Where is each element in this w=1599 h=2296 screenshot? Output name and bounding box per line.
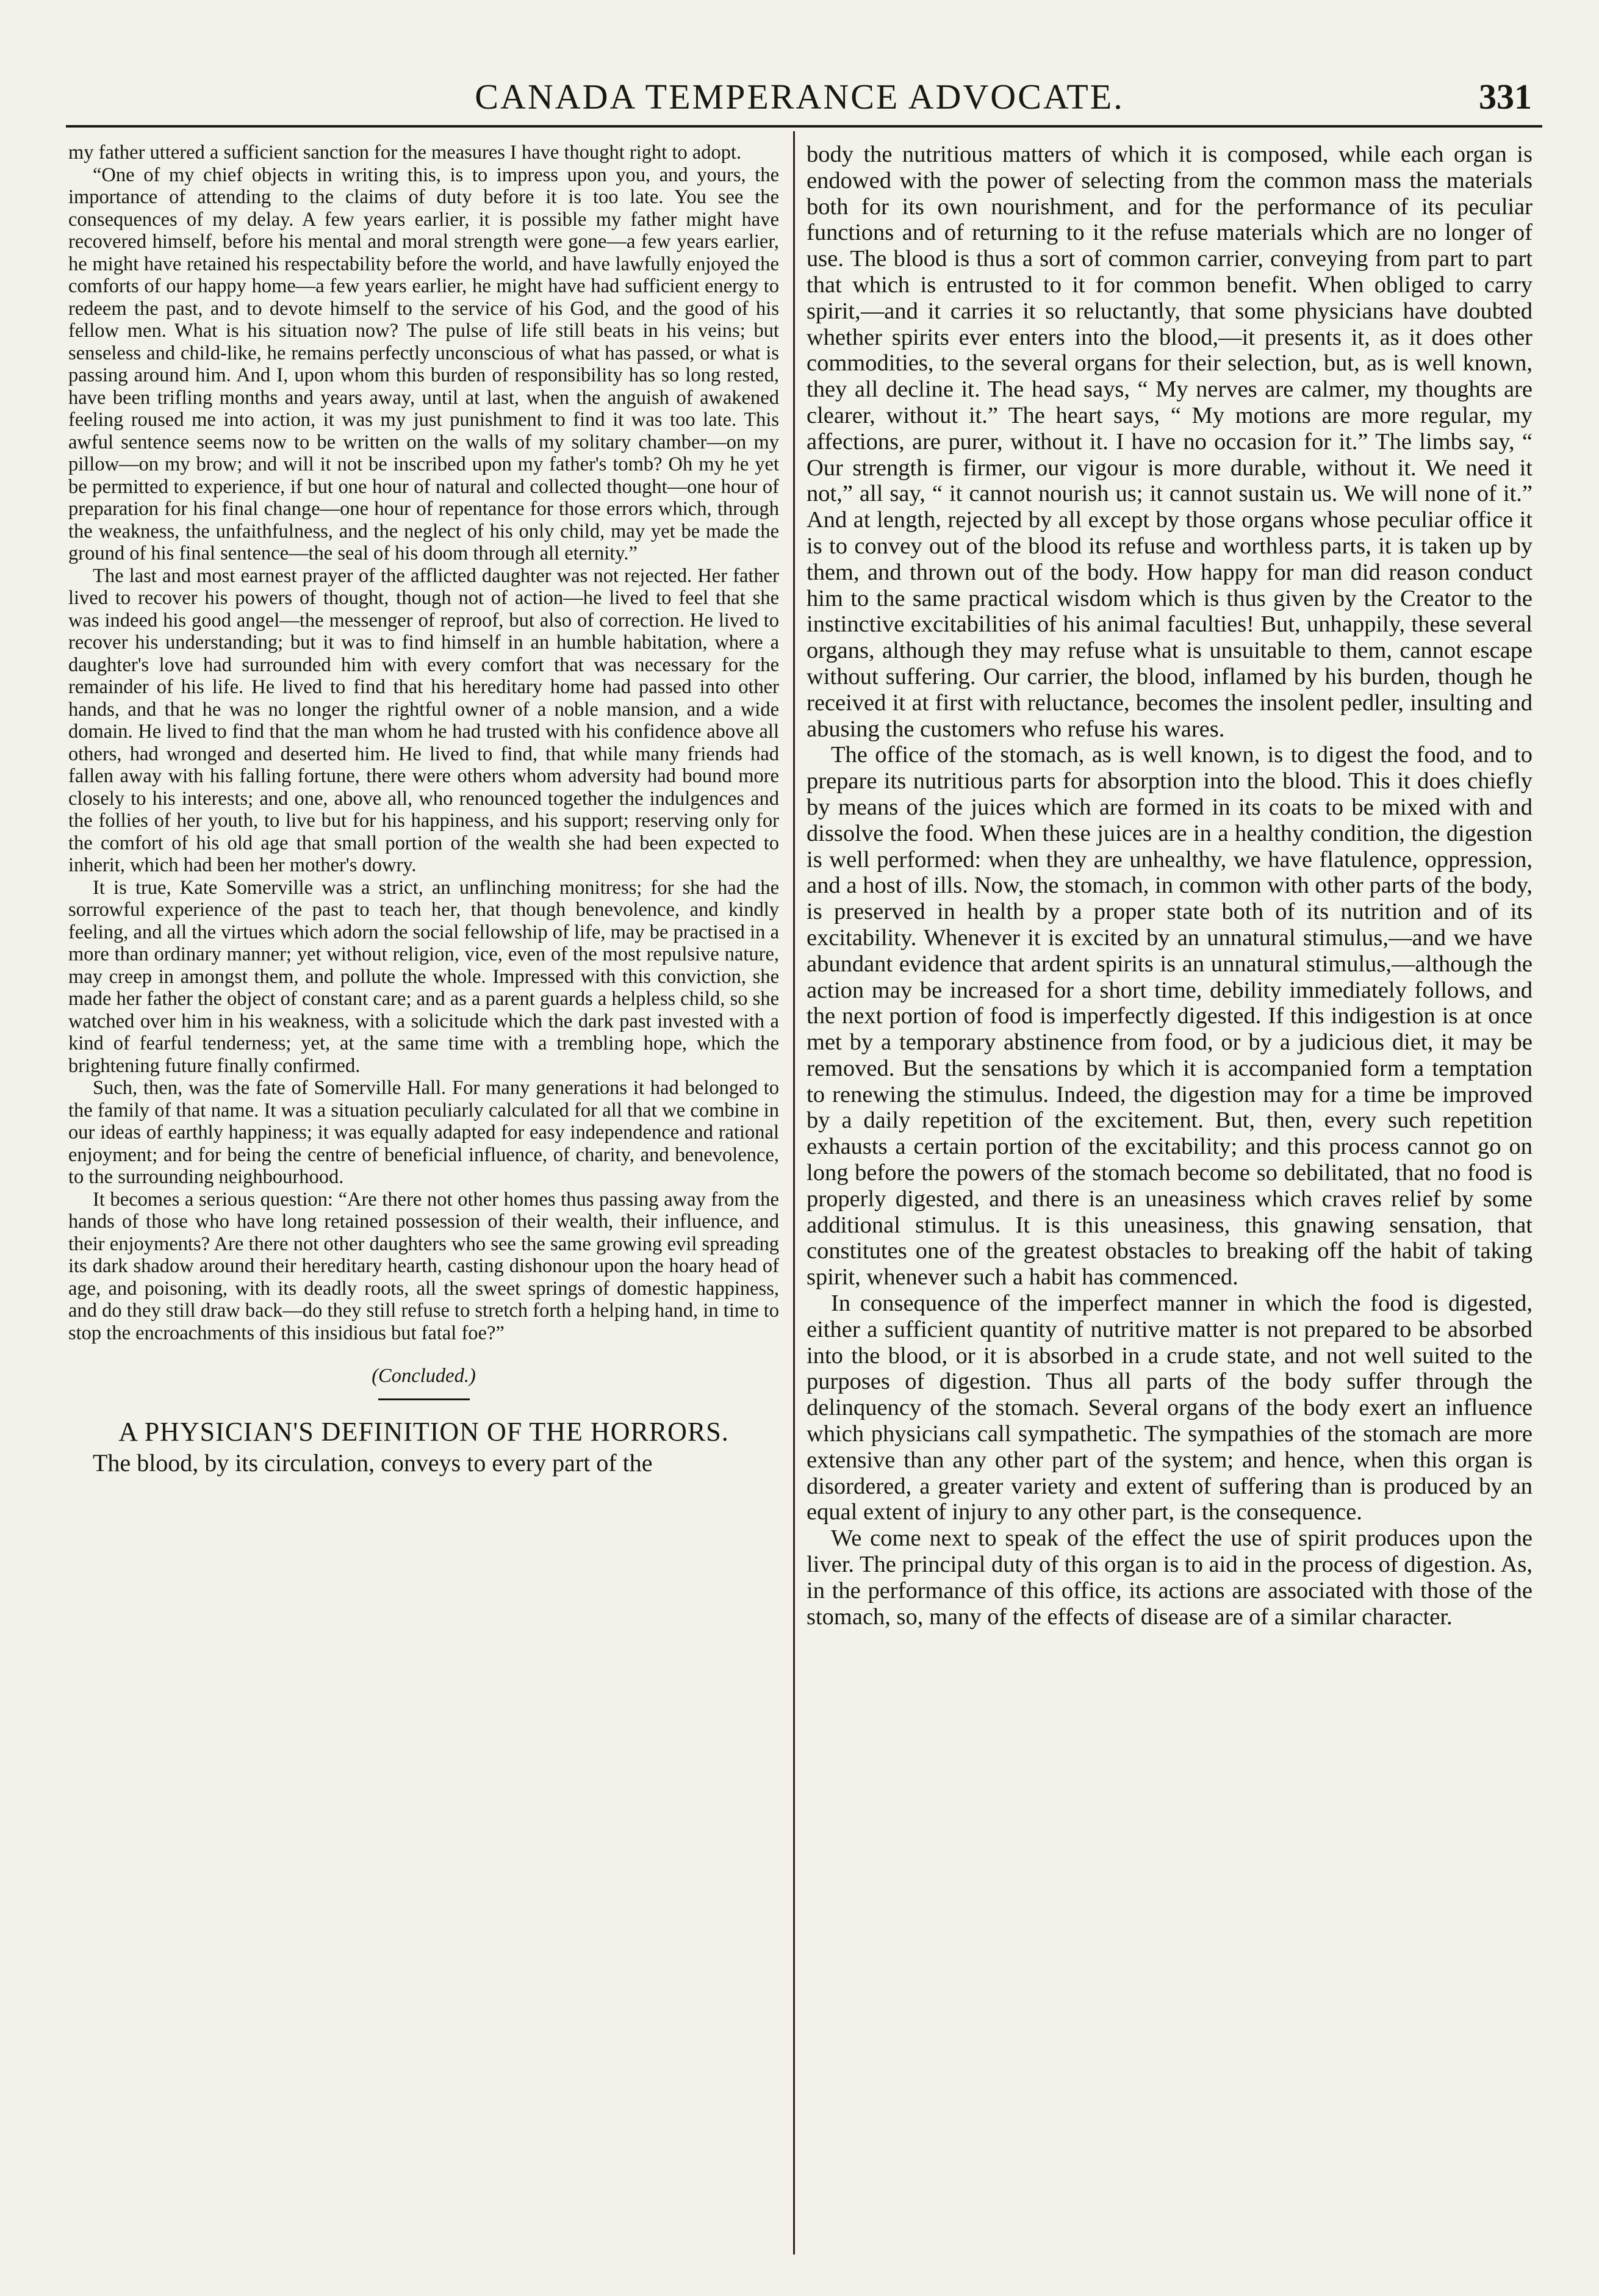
column-divider (793, 131, 795, 2255)
right-paragraph: body the nutritious matters of which it is composed, while each organ is endowed with the power of selecting from the common mass the materials both for its own nourishment, and for the performance of its peculiar functions and of returning to it the refuse materials which are no longer of use. The blood is thus a sort of common carrier, conveying from part to part that which is entrusted to it for common benefit. When obliged to carry spirit,—and it carries it so reluctantly, that some physicians have doubted whether spirits ever enters into the blood,—it presents it, as it does other commodities, to the several organs for their selection, but, as is well known, they all decline it. The head says, “ My nerves are calmer, my thoughts are clearer, without it.” The heart says, “ My motions are more regular, my affections, are purer, without it. I have no occasion for it.” The limbs say, “ Our strength is firmer, our vigour is more durable, without it. We need it not,” all say, “ it cannot nourish us; it cannot sustain us. We will none of it.” And at length, rejected by all except by those organs whose peculiar office it is to convey out of the blood its refuse and worthless parts, it is taken up by them, and thrown out of the body. How happy for man did reason conduct him to the same practical wisdom which is thus given by the Creator to the instinctive excitabilities of his animal faculties! But, unhappily, these several organs, although they may refuse what is unsuitable to them, cannot escape without suffering. Our carrier, the blood, inflamed by his burden, though he received it at first with reluctance, becomes the insolent pedler, insulting and abusing the customers who refuse his wares. (807, 142, 1533, 742)
header-rule (66, 125, 1542, 128)
left-paragraph: “One of my chief objects in writing this, is to impress upon you, and yours, the importance of attending to the claims of duty before it is too late. You see the consequences of my delay. A few years earlier, it is possible my father might have recovered himself, before his mental and moral strength were gone—a few years earlier, he might have retained his respectability before the world, and have lawfully enjoyed the comforts of our happy home—a few years earlier, he might have had sufficient energy to redeem the past, and to devote himself to the service of his God, and the good of his fellow men. What is his situation now? The pulse of life still beats in his veins; but senseless and child-like, he remains perfectly unconscious of what has passed, or what is passing around him. And I, upon whom this burden of responsibility has so long rested, have been trifling months and years away, until at last, when the anguish of awakened feeling roused me into action, it was my just punishment to find it was too late. This awful sentence seems now to be written on the walls of my solitary chamber—on my pillow—on my brow; and will it not be inscribed upon my father's tomb? Oh my he yet be permitted to experience, if but one hour of natural and collected thought—one hour of preparation for his final change—one hour of repentance for those errors which, through the weakness, the unfaithfulness, and the neglect of his only child, may yet be made the ground of his final sentence—the seal of his doom through all eternity.” (68, 164, 779, 564)
right-paragraph: The office of the stomach, as is well known, is to digest the food, and to prepare its nutritious parts for absorption into the blood. This it does chiefly by means of the juices which are formed in its coats to be mixed with and dissolve the food. When these juices are in a healthy condition, the digestion is well performed: when they are unhealthy, we have flatulence, oppression, and a host of ills. Now, the stomach, in common with other parts of the body, is preserved in health by a proper state both of its nutrition and of its excitability. Whenever it is excited by an unnatural stimulus,—and we have abundant evidence that ardent spirits is an unnatural stimulus,—although the action may be increased for a short time, debility immediately follows, and the next portion of food is imperfectly digested. If this indigestion is at once met by a temporary abstinence from food, or by a judicious diet, it may be removed. But the sensations by which it is accompanied form a temptation to renewing the stimulus. Indeed, the digestion may for a time be improved by a daily repetition of the excitement. But, then, every such repetition exhausts a certain portion of the excitability; and this process cannot go on long before the powers of the stomach become so debilitated, that no food is properly digested, and there is an uneasiness which craves relief by some additional stimulus. It is this uneasiness, this gnawing sensation, that constitutes one of the greatest obstacles to breaking off the habit of taking spirit, whenever such a habit has commenced. (807, 742, 1533, 1290)
section-rule (378, 1398, 470, 1400)
left-paragraph: my father uttered a sufficient sanction for the measures I have thought right to adopt. (68, 142, 742, 164)
section-first-line: The blood, by its circulation, conveys to every part of the (93, 1449, 653, 1477)
left-paragraph: It becomes a serious question: “Are there not other homes thus passing away from the hands of those who have long retained possession of their wealth, their influence, and their enjoyments? Are there not other daughters who see the same growing evil spreading its dark shadow around their hereditary hearth, casting dishonour upon the hoary head of age, and poisoning, with its deadly roots, all the sweet springs of domestic happiness, and do they still draw back—do they still refuse to stretch forth a helping hand, in time to stop the encroachments of this insidious but fatal foe?” (68, 1188, 779, 1344)
left-paragraph: The last and most earnest prayer of the afflicted daughter was not rejected. Her father lived to recover his powers of thought, though not of action—he lived to feel that she was indeed his good angel—the messenger of reproof, but also of correction. He lived to recover his understanding; but it was to find himself in an humble habitation, where a daughter's love had surrounded him with every comfort that was necessary for the remainder of his life. He lived to find that his hereditary home had passed into other hands, and that he was no longer the rightful owner of a noble mansion, and a wide domain. He lived to find that the man whom he had trusted with his confidence above all others, had wronged and deserted him. He lived to find, that while many friends had fallen away with his falling fortune, there were others whom adversity had bound more closely to his interests; and one, above all, who renounced together the indulgences and the follies of her youth, to live but for his happiness, and his support; reserving only for the comfort of his old age that small portion of the wealth she had been expected to inherit, which had been her mother's dowry. (68, 564, 779, 876)
right-column (807, 142, 1533, 2253)
concluded-note: (Concluded.) (372, 1365, 476, 1387)
left-paragraph: It is true, Kate Somerville was a strict, an unflinching monitress; for she had the sorrowful experience of the past to teach her, that though benevolence, and kindly feeling, and all the virtues which adorn the social fellowship of life, may be practised in a more than ordinary manner; yet without religion, vice, even of the most repulsive nature, may creep in amongst them, and pollute the whole. Impressed with this conviction, she made her father the object of constant care; and as a parent guards a helpless child, so she watched over him in his weakness, with a solicitude which the dark past invested with a kind of fearful tenderness; yet, at the same time with a trembling hope, which the brightening future finally confirmed. (68, 876, 779, 1077)
section-heading: A PHYSICIAN'S DEFINITION OF THE HORRORS. (118, 1416, 729, 1447)
page-number: 331 (1479, 77, 1532, 117)
right-paragraph: We come next to speak of the effect the use of spirit produces upon the liver. The principal duty of this organ is to aid in the process of digestion. As, in the performance of this office, its actions are associated with those of the stomach, so, many of the effects of disease are of a similar character. (807, 1525, 1533, 1630)
right-paragraph: In consequence of the imperfect manner in which the food is digested, either a sufficient quantity of nutritive matter is not prepared to be absorbed into the blood, or it is absorbed in a crude state, and not well suited to the purposes of digestion. Thus all parts of the body suffer through the delinquency of the stomach. Several organs of the body exert an influence which physicians call sympathetic. The sympathies of the stomach are more extensive than any other part of the system; and hence, when this organ is disordered, a greater variety and extent of suffering than is produced by an equal extent of injury to any other part, is the consequence. (807, 1290, 1533, 1525)
masthead-title: CANADA TEMPERANCE ADVOCATE. (475, 77, 1124, 117)
left-paragraph: Such, then, was the fate of Somerville Hall. For many generations it had belonged to the family of that name. It was a situation peculiarly calculated for all that we combine in our ideas of earthly happiness; it was equally adapted for easy independence and rational enjoyment; and for being the centre of beneficial influence, of charity, and benevolence, to the surrounding neighbourhood. (68, 1077, 779, 1188)
left-column (68, 142, 779, 2253)
